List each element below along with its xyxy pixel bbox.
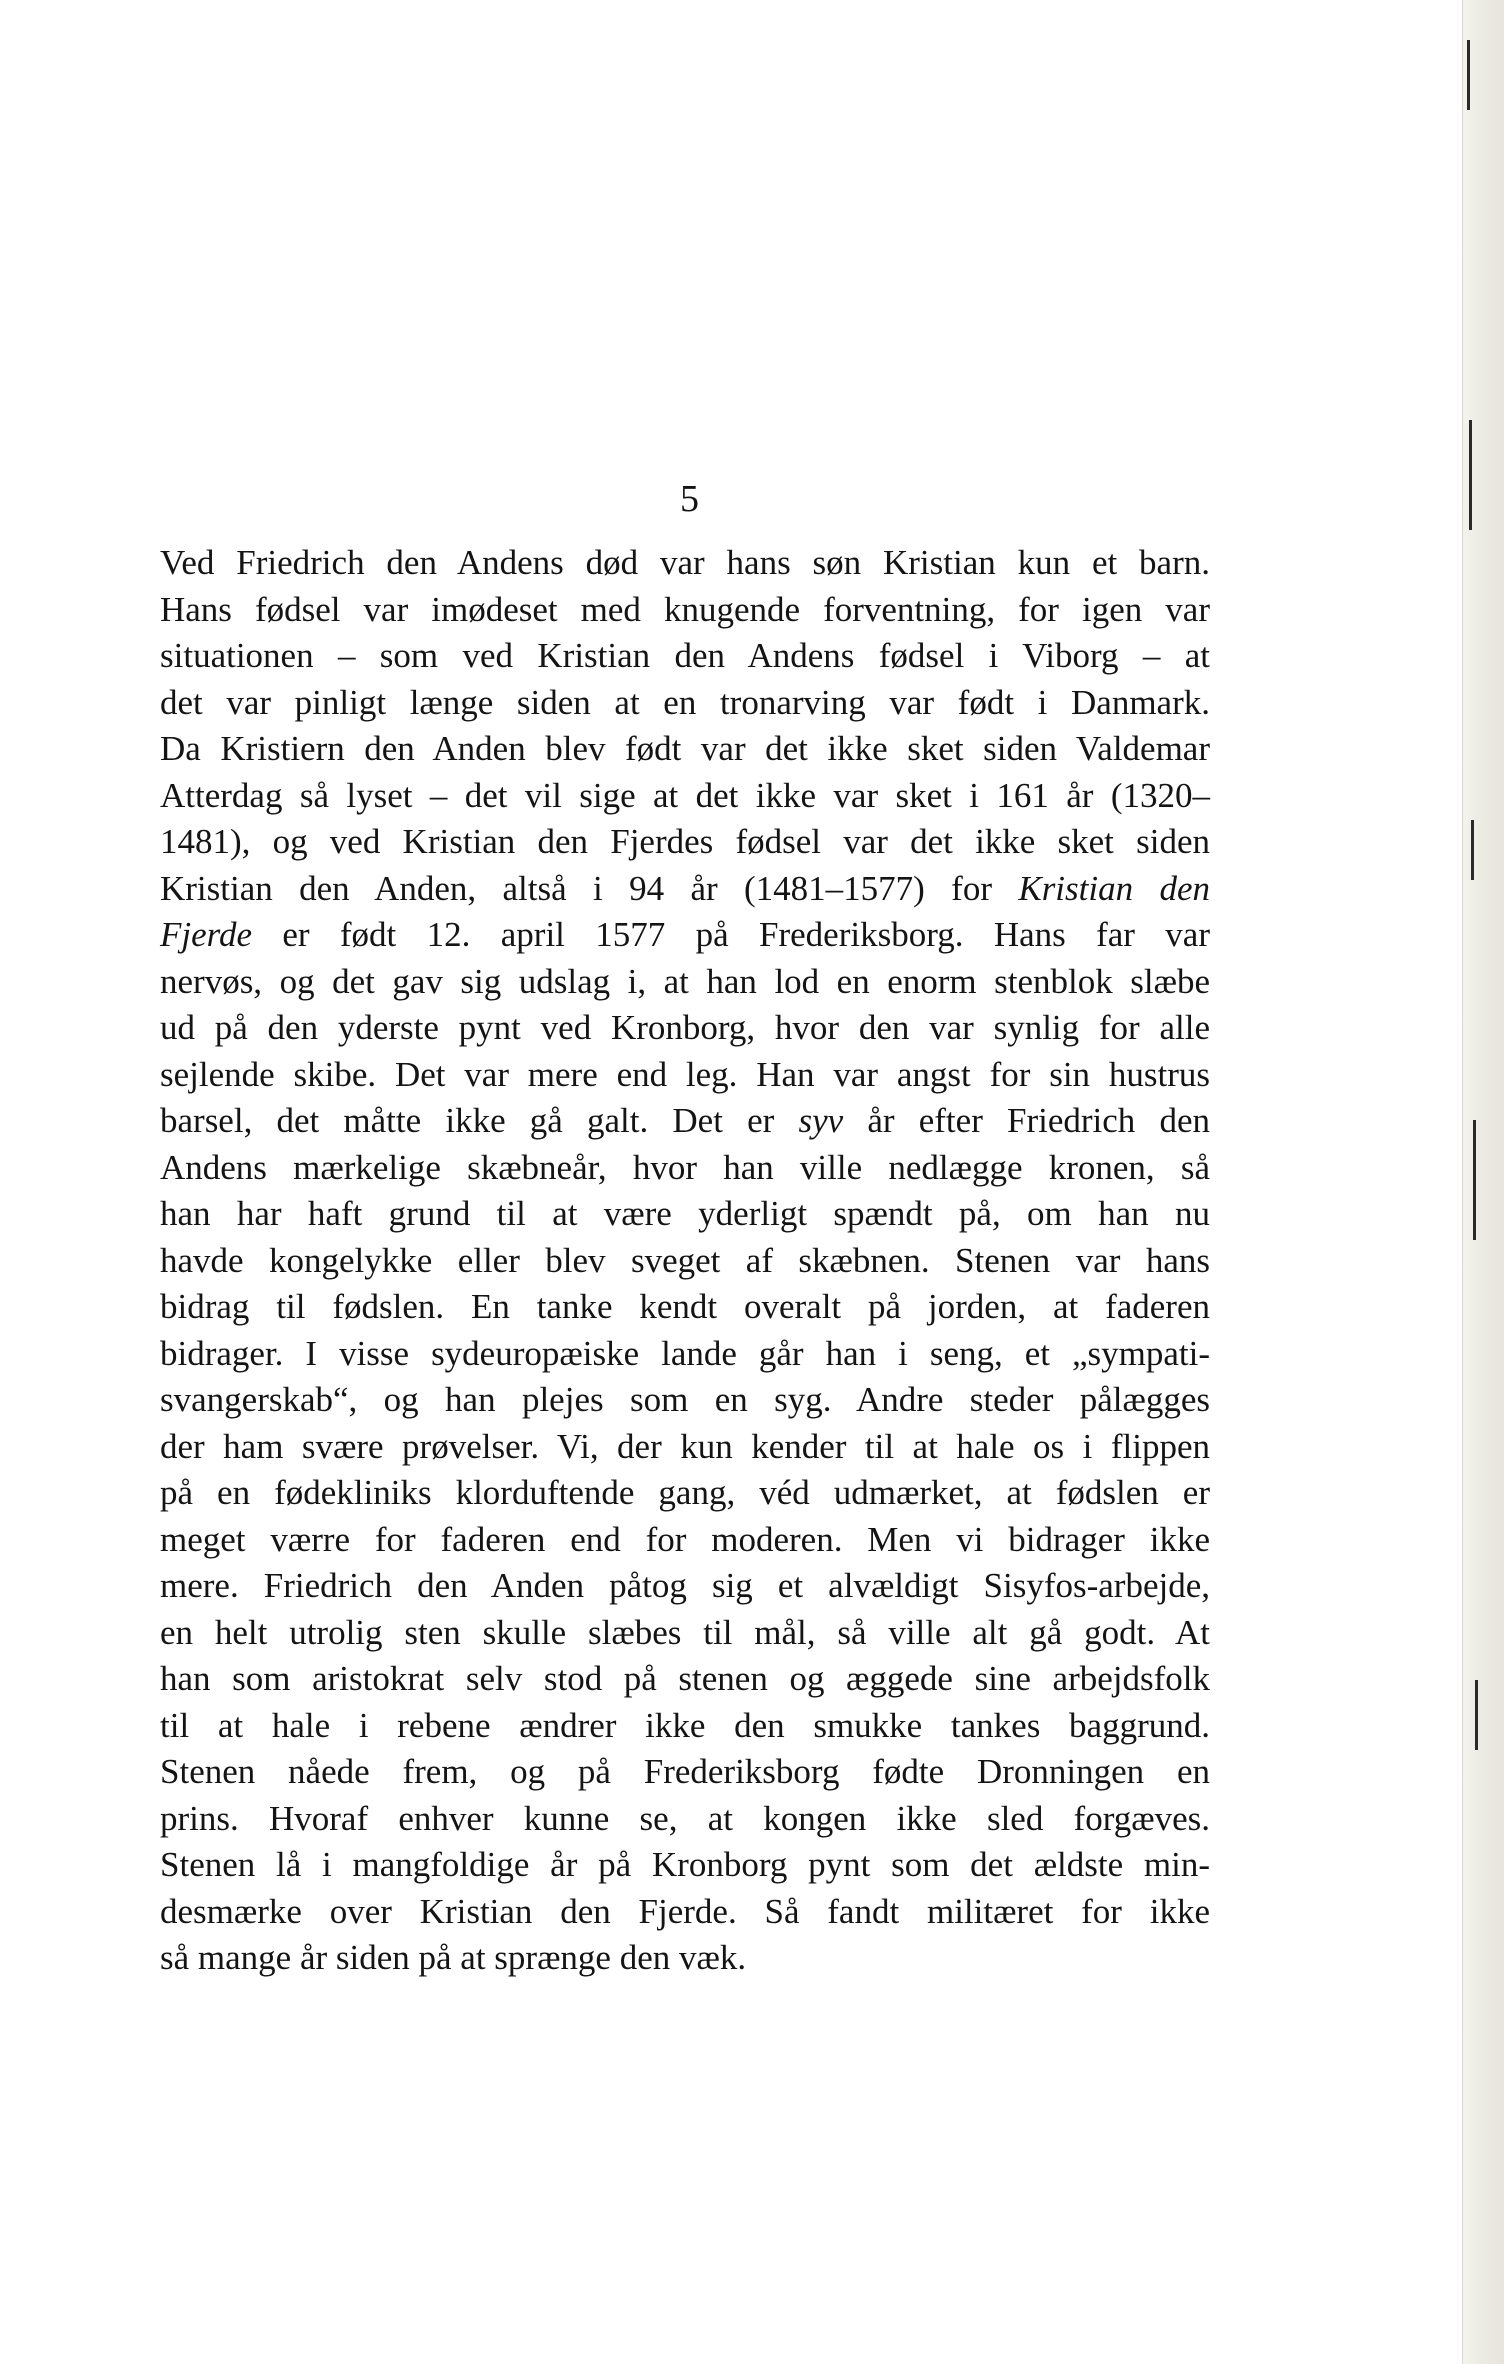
- text-line: Stenen lå i mangfoldige år på Kronborg pynt som det ældste min-: [160, 1845, 1210, 1884]
- text-line: svangerskab“, og han plejes som en syg. Andre steder pålægges: [160, 1380, 1210, 1419]
- text-line: Da Kristiern den Anden blev født var det ikke sket siden Valdemar: [160, 729, 1210, 768]
- text-line: Andens mærkelige skæbneår, hvor han ville nedlægge kronen, så: [160, 1147, 1210, 1187]
- page-edge: [1462, 0, 1504, 2364]
- text-line: Ved Friedrich den Andens død var hans søn Kristian kun et barn.: [160, 543, 1210, 582]
- edge-mark: [1475, 1680, 1478, 1750]
- text-line: ud på den yderste pynt ved Kronborg, hvor den var synlig for alle: [160, 1008, 1210, 1047]
- text-line: han som aristokrat selv stod på stenen og æggede sine arbejdsfolk: [160, 1659, 1210, 1698]
- text-line: sejlende skibe. Det var mere end leg. Han var angst for sin hustrus: [160, 1054, 1210, 1094]
- italic-name: Kristian den: [1018, 868, 1210, 908]
- text-line: han har haft grund til at være yderligt spændt på, om han nu: [160, 1194, 1210, 1233]
- text-line: havde kongelykke eller blev sveget af skæbnen. Stenen var hans: [160, 1240, 1210, 1280]
- text-line: på en fødekliniks klorduftende gang, véd udmærket, at fødslen er: [160, 1473, 1210, 1512]
- text-line: [160, 912, 1210, 959]
- edge-mark: [1467, 40, 1470, 110]
- text-line: prins. Hvoraf enhver kunne se, at kongen ikke sled forgæves.: [160, 1798, 1210, 1838]
- text-line: meget værre for faderen end for moderen. Men vi bidrager ikke: [160, 1519, 1210, 1559]
- text-line: en helt utrolig sten skulle slæbes til mål, så ville alt gå godt. At: [160, 1612, 1210, 1652]
- text-line: nervøs, og det gav sig udslag i, at han lod en enorm stenblok slæbe: [160, 961, 1210, 1001]
- italic-word: syv: [798, 1101, 844, 1140]
- text-line: bidrag til fødslen. En tanke kendt overalt på jorden, at faderen: [160, 1287, 1210, 1326]
- text-line: 1481), og ved Kristian den Fjerdes fødsel var det ikke sket siden: [160, 822, 1210, 861]
- text-line: det var pinligt længe siden at en tronarving var født i Danmark.: [160, 682, 1210, 722]
- edge-mark: [1473, 1120, 1476, 1240]
- text-segment: barsel, det måtte ikke gå galt. Det er: [160, 1101, 775, 1140]
- edge-mark: [1469, 420, 1472, 530]
- text-segment: Kristian den Anden, altså i 94 år (1481–1577) for: [160, 868, 992, 908]
- text-line: så mange år siden på at sprænge den væk.: [160, 1938, 747, 1977]
- text-line: situationen – som ved Kristian den Andens fødsel i Viborg – at: [160, 636, 1210, 675]
- text-line: Atterdag så lyset – det vil sige at det ikke var sket i 161 år (1320–: [160, 775, 1210, 815]
- text-segment: år efter Friedrich den: [867, 1101, 1211, 1140]
- text-line: mere. Friedrich den Anden påtog sig et alvældigt Sisyfos-arbejde,: [160, 1566, 1210, 1605]
- italic-name: Fjerde: [160, 915, 252, 954]
- text-line: til at hale i rebene ændrer ikke den smukke tankes baggrund.: [160, 1705, 1210, 1745]
- text-line: bidrager. I visse sydeuropæiske lande går han i seng, et „sympati-: [160, 1333, 1210, 1373]
- text-segment: er født 12. april 1577 på Frederiksborg. Hans far var: [282, 915, 1211, 954]
- text-line: desmærke over Kristian den Fjerde. Så fandt militæret for ikke: [160, 1891, 1210, 1931]
- edge-mark: [1471, 820, 1474, 880]
- text-line: [160, 866, 1210, 913]
- text-line: Hans fødsel var imødeset med knugende forventning, for igen var: [160, 589, 1210, 629]
- body-text: [160, 540, 1210, 1982]
- text-line: Stenen nåede frem, og på Frederiksborg fødte Dronningen en: [160, 1752, 1210, 1791]
- text-line: [160, 1098, 1210, 1145]
- page-number: 5: [680, 478, 700, 520]
- text-line: der ham svære prøvelser. Vi, der kun kender til at hale os i flippen: [160, 1426, 1210, 1466]
